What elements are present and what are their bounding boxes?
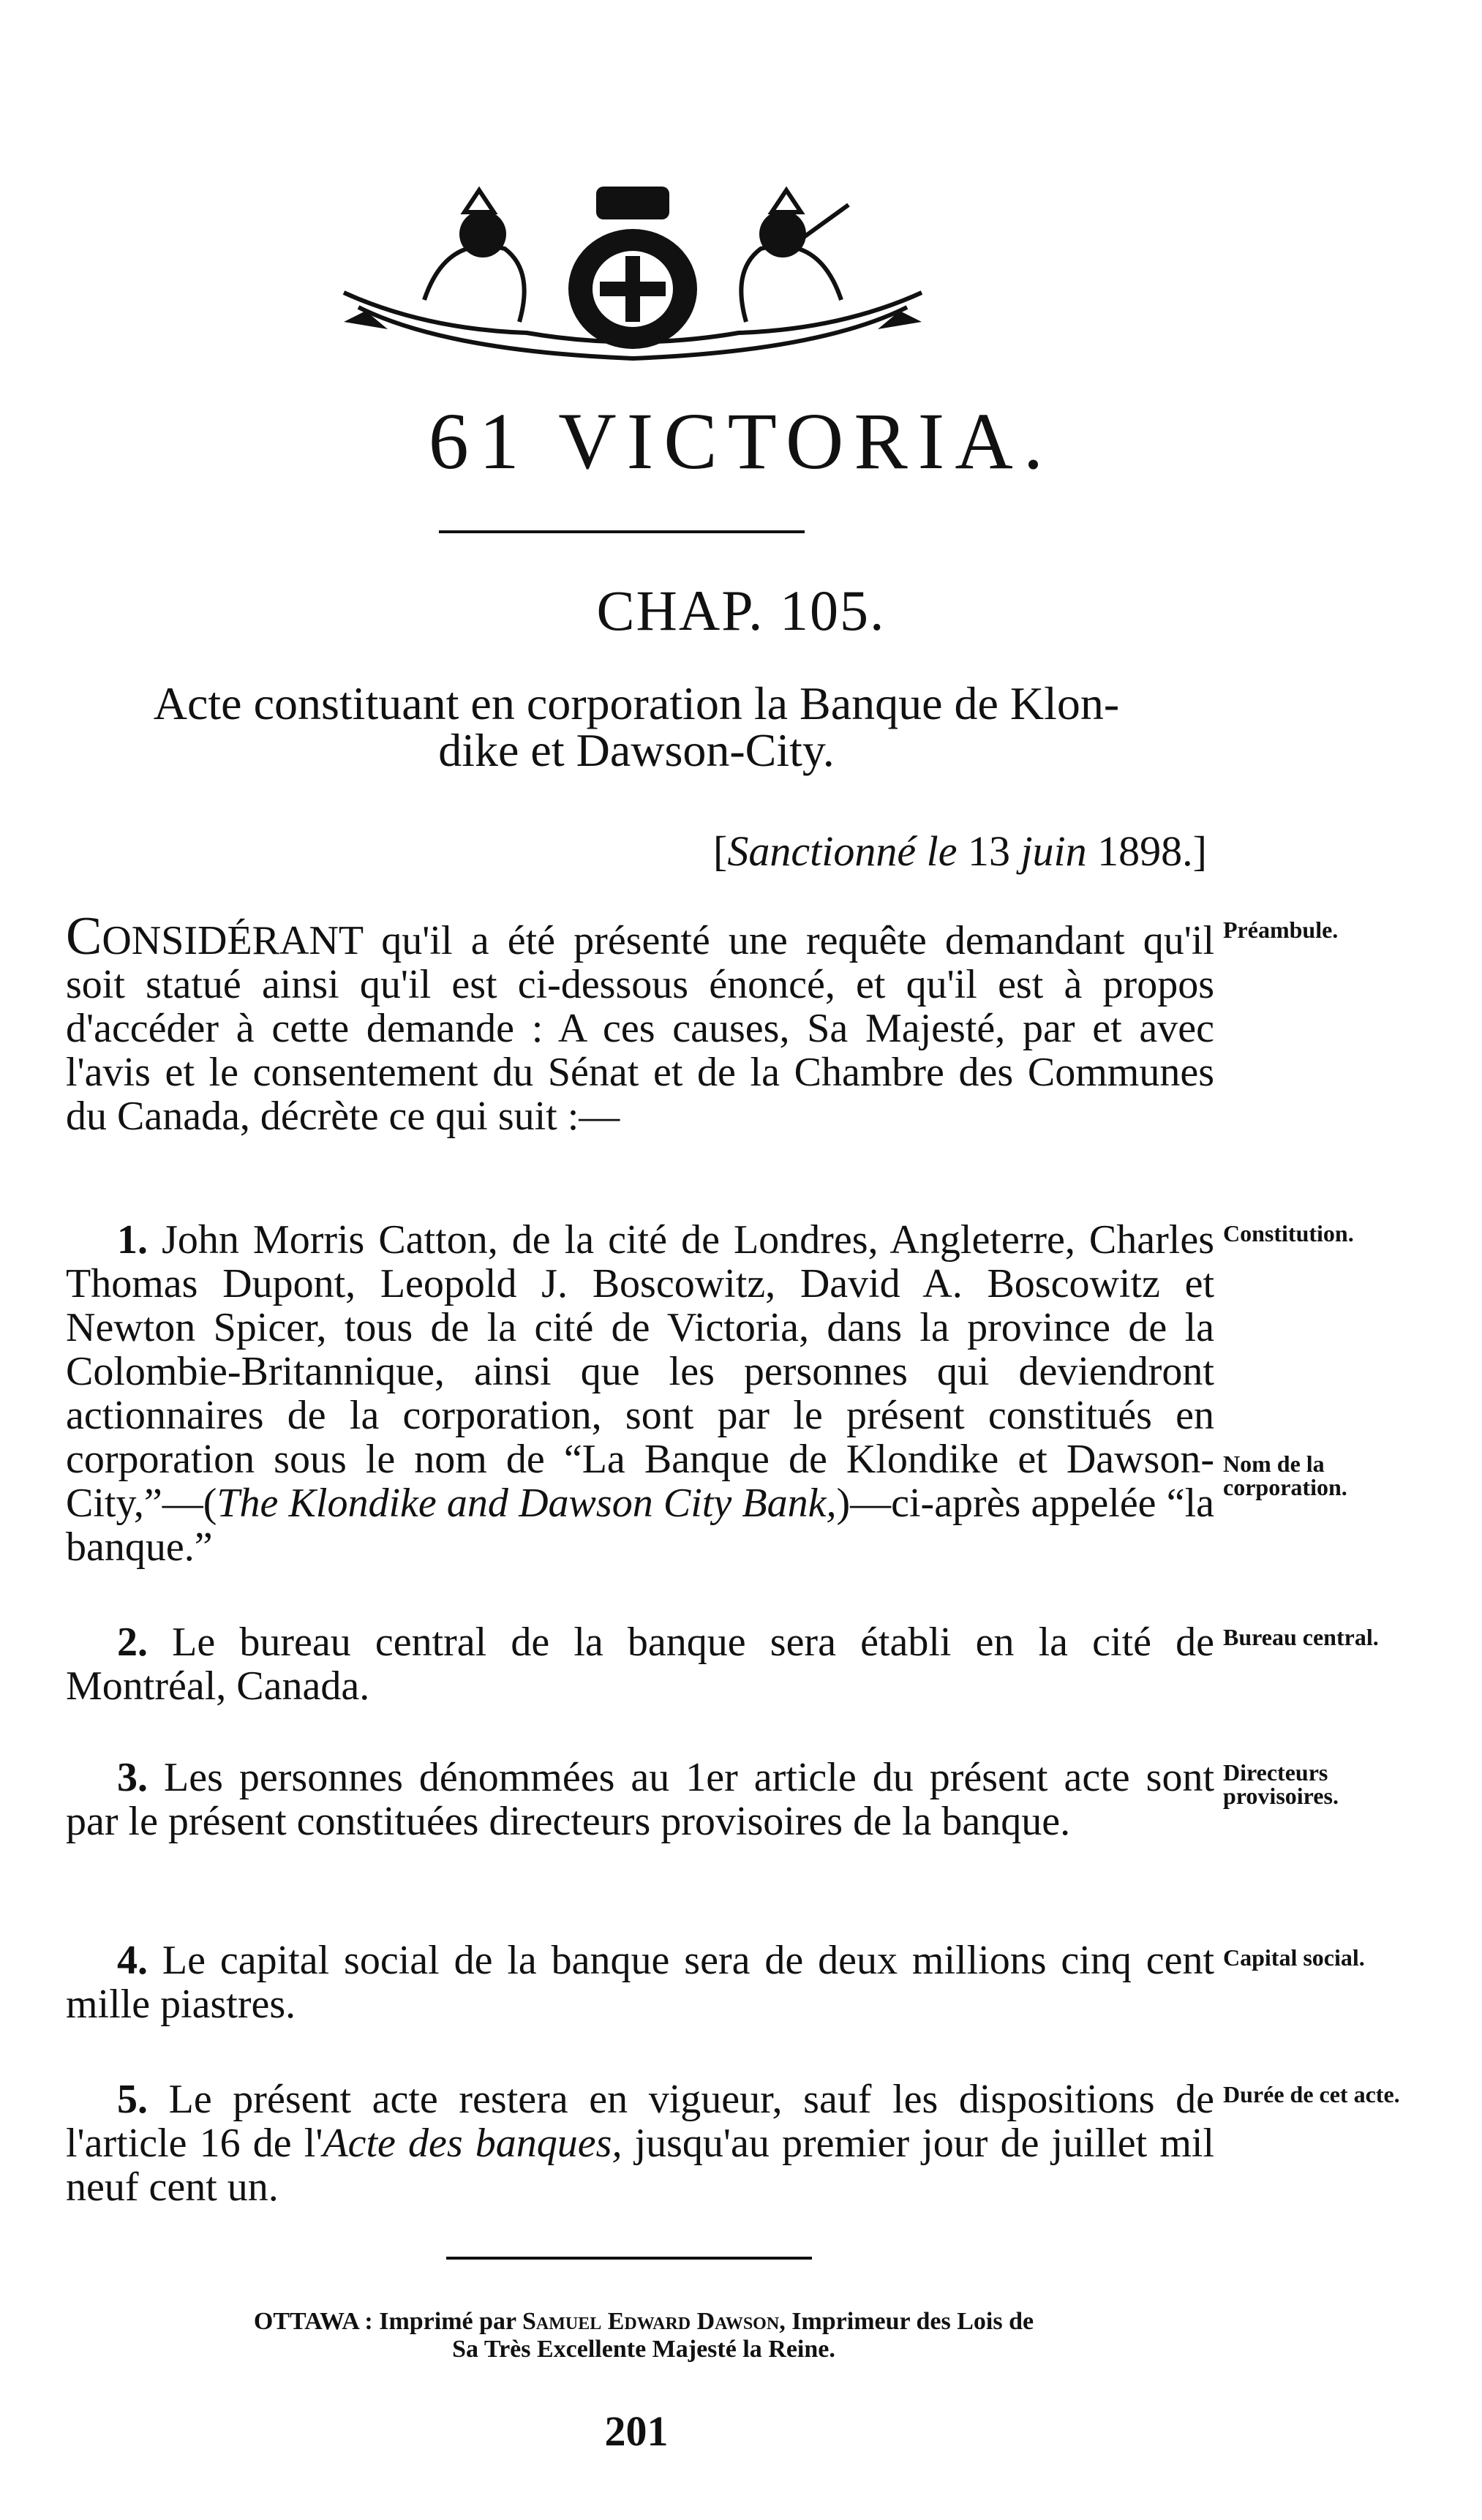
preamble-paragraph: CONSIDÉRANT qu'il a été présenté une requête demandant qu'il soit statué ainsi qu'il est ci-dessous énoncé, et qu'il est à propos d'accéder à cette demande : A ces causes, Sa Majesté, par et avec l'avis et le consentement du Sénat et de la Chambre des Communes du Canada, décrète ce qui suit :—: [66, 906, 1214, 1139]
printer-imprint: OTTAWA : Imprimé par Samuel Edward Dawson, Imprimeur des Lois de Sa Très Excellente Majesté la Reine.: [253, 2308, 1034, 2363]
assent-date: [Sanctionné le 13 juin 1898.]: [713, 827, 1207, 875]
section-3: 3. Les personnes dénommées au 1er article du présent acte sont par le présent constituées directeurs provisoires de la banque.: [66, 1755, 1214, 1844]
margin-note-preamble: Préambule.: [1223, 917, 1339, 943]
regnal-year-heading: 61 VICTORIA.: [428, 396, 1054, 486]
chapter-heading: CHAP. 105.: [596, 579, 886, 642]
royal-coat-of-arms-icon: [336, 183, 929, 373]
margin-note-directors: Directeurs provisoires.: [1223, 1759, 1339, 1809]
section-1: 1. John Morris Catton, de la cité de Londres, Angleterre, Charles Thomas Dupont, Leopold J. Boscowitz, David A. Boscowitz et Newton Spicer, tous de la cité de Victoria, dans la province de la Colombie-Britannique, ainsi que les personnes qui deviendront actionnaires de la corporation, sont par le présent constitués en corporation sous le nom de “La Banque de Klondike et Dawson-City,”—(The Klondike and Dawson City Bank,)—ci-après appelée “la banque.”: [66, 1217, 1214, 1570]
section-4: 4. Le capital social de la banque sera de deux millions cinq cent mille piastres.: [66, 1938, 1215, 2027]
margin-note-capital: Capital social.: [1223, 1944, 1365, 1971]
page-number: 201: [604, 2407, 669, 2455]
margin-note-head-office: Bureau central.: [1223, 1624, 1379, 1650]
margin-note-corporation-name: Nom de la corporation.: [1223, 1451, 1347, 1500]
margin-note-constitution: Constitution.: [1223, 1220, 1354, 1246]
section-5: 5. Le présent acte restera en vigueur, sauf les dispositions de l'article 16 de l'Acte des banques, jusqu'au premier jour de juillet mil neuf cent un.: [66, 2077, 1215, 2210]
act-title: Acte constituant en corporation la Banque de Klon- dike et Dawson-City.: [153, 677, 1120, 776]
divider: [446, 2257, 812, 2260]
section-2: 2. Le bureau central de la banque sera établi en la cité de Montréal, Canada.: [66, 1620, 1215, 1709]
margin-note-duration: Durée de cet acte.: [1223, 2081, 1400, 2107]
divider: [439, 530, 805, 533]
